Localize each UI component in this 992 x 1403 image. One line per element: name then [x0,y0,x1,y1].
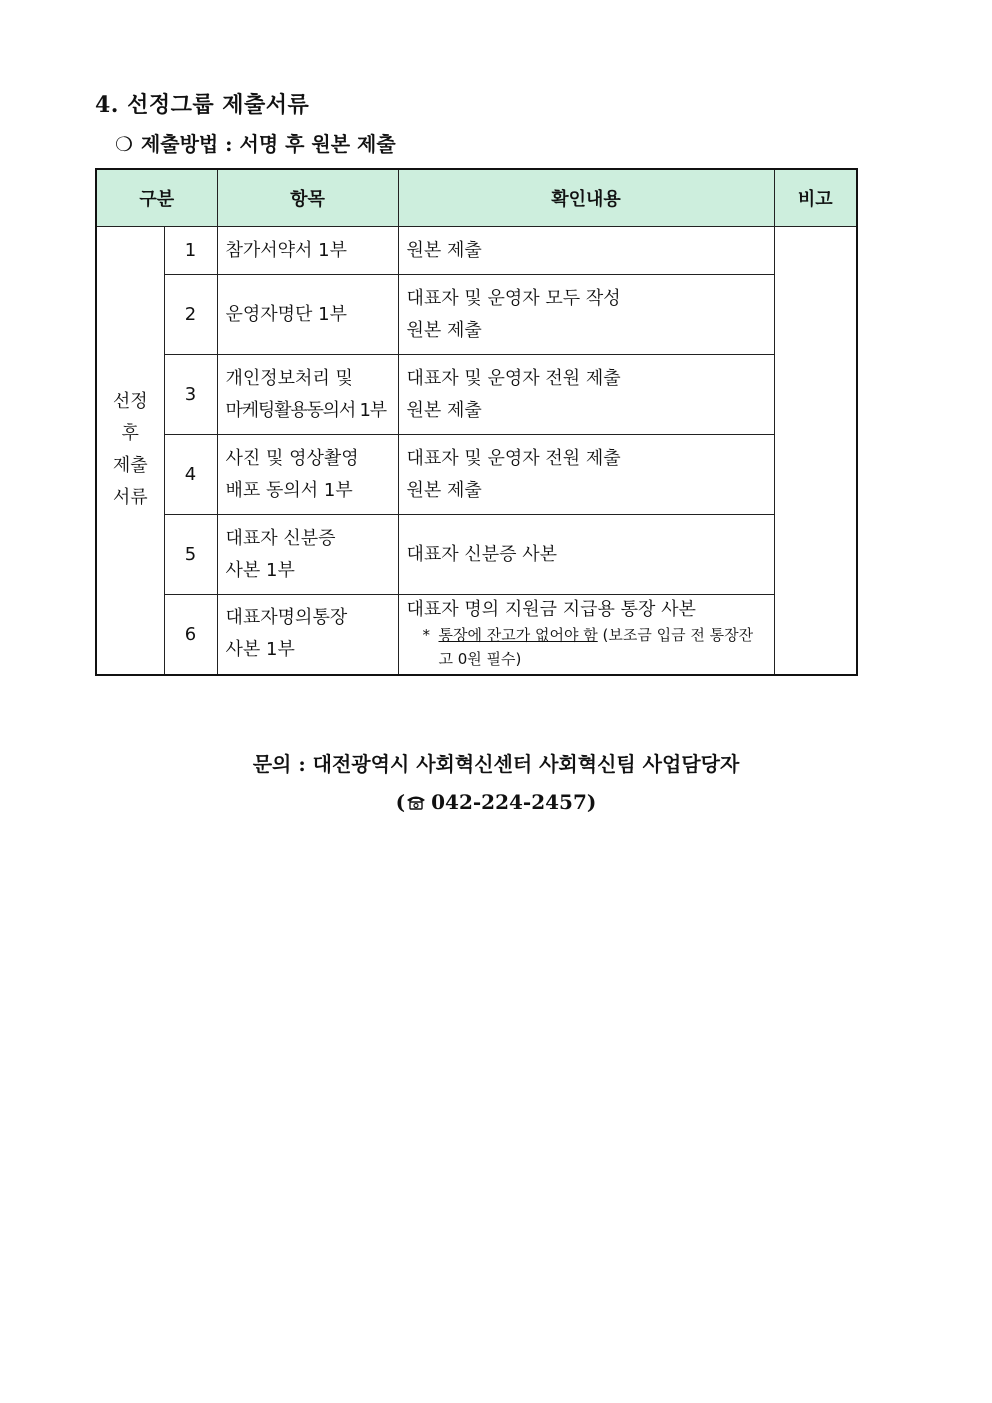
row-item [217,595,398,675]
row-item [217,275,398,355]
row-number: 6 [164,595,217,675]
row-content [398,227,774,275]
note [423,623,766,671]
table-row [96,515,857,595]
asterisk-icon: * [422,626,430,645]
item-line: 사본 1부 [225,639,295,661]
row-item [217,515,398,595]
item-line: 마케팅활용동의서 1부 [225,399,386,421]
row-content [398,275,774,355]
row-number: 1 [164,227,217,275]
item-line: 사본 1부 [225,559,295,581]
content-line: 원본 제출 [406,239,482,261]
row-number: 5 [164,515,217,595]
content-line: 대표자 및 운영자 전원 제출 [406,447,621,469]
table-row [96,435,857,515]
item-line: 대표자 신분증 [225,527,336,549]
content-line: 대표자 및 운영자 모두 작성 [406,287,621,309]
note-rest: (보조금 입금 전 통장잔고 0원 필수) [438,626,754,669]
content-line: 원본 제출 [406,399,482,421]
submission-method-text: 제출방법 : 서명 후 원본 제출 [140,132,396,156]
item-line: 사진 및 영상촬영 [225,447,359,469]
header-category: 구분 [96,169,217,227]
content-line: 원본 제출 [406,319,482,341]
row-item [217,227,398,275]
phone-paren-open: ( [395,790,406,814]
category-cell [96,227,164,675]
row-number: 2 [164,275,217,355]
table-row [96,227,857,275]
content-line: 대표자 및 운영자 전원 제출 [406,367,621,389]
row-content [398,515,774,595]
content-line: 대표자 명의 지원금 지급용 통장 사본 [406,599,696,621]
category-line: 제출 [112,455,148,477]
documents-table [95,168,858,676]
item-line: 배포 동의서 1부 [225,479,353,501]
item-line: 참가서약서 1부 [225,239,348,261]
phone-paren-close: ) [586,790,597,814]
content-line: 대표자 신분증 사본 [406,543,558,565]
category-line: 선정 [112,391,148,413]
table-row [96,275,857,355]
row-content [398,435,774,515]
item-line: 개인정보처리 및 [225,367,353,389]
note-underlined: 통장에 잔고가 없어야 함 [438,626,598,645]
circle-bullet-icon: ❍ [115,132,133,156]
row-number: 3 [164,355,217,435]
phone-number: 042-224-2457 [431,790,587,814]
contact-block [0,745,992,821]
row-content [398,595,774,675]
table-row [96,595,857,675]
item-line: 운영자명단 1부 [225,303,348,325]
row-content [398,355,774,435]
remark-cell [774,227,857,675]
category-line: 후 [121,423,139,445]
category-line: 서류 [112,487,148,509]
row-item [217,435,398,515]
phone-line [0,783,992,821]
contact-line: 문의 : 대전광역시 사회혁신센터 사회혁신팀 사업담당자 [252,752,740,776]
item-line: 대표자명의통장 [225,607,348,629]
header-remark: 비고 [774,169,857,227]
header-content: 확인내용 [398,169,774,227]
content-line: 원본 제출 [406,479,482,501]
telephone-icon [405,794,427,810]
table-header-row [96,169,857,227]
table-row [96,355,857,435]
row-item [217,355,398,435]
row-number: 4 [164,435,217,515]
header-item: 항목 [217,169,398,227]
submission-method [115,128,396,157]
section-heading: 4. 선정그룹 제출서류 [95,92,310,118]
